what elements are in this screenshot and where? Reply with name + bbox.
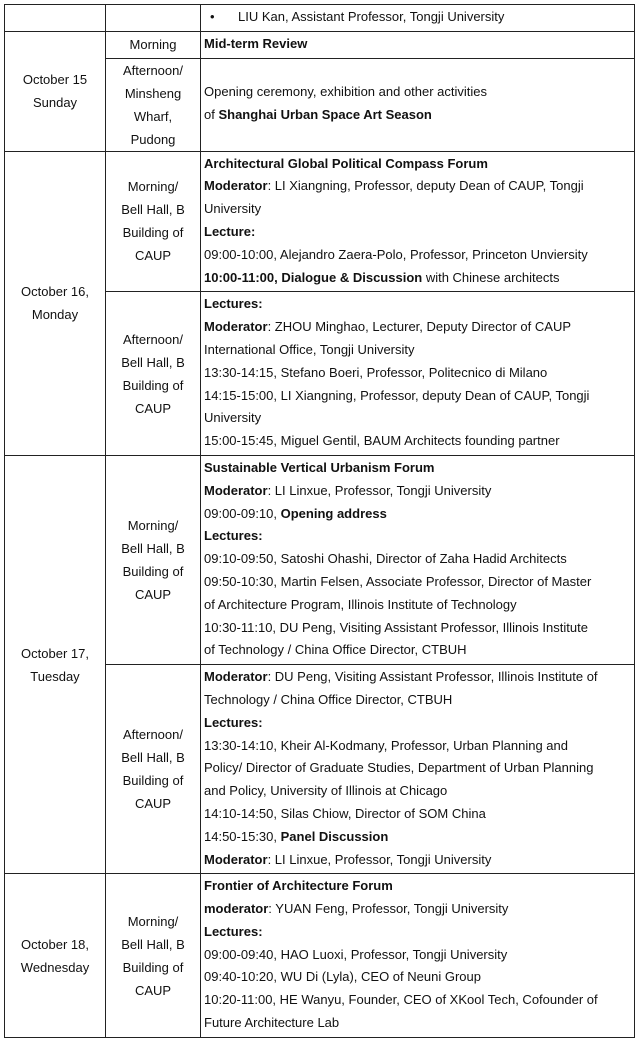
content-cell — [201, 292, 635, 456]
talk-item — [204, 826, 631, 849]
event-title: Architectural Global Political Compass Forum — [204, 155, 488, 171]
content-cell — [201, 58, 635, 151]
moderator-text: : YUAN Feng, Professor, Tongji University — [268, 901, 509, 917]
talk-item: 09:00-10:00, Alejandro Zaera-Polo, Professor, Princeton Unviersity — [204, 246, 588, 262]
venue-label: Pudong — [130, 131, 176, 147]
venue-label: Building of — [122, 773, 184, 789]
event-title: Frontier of Architecture Forum — [204, 878, 393, 894]
event-title: Sustainable Vertical Urbanism Forum — [204, 459, 435, 475]
bullet-icon: • — [210, 9, 215, 24]
session-label: Afternoon/ — [123, 62, 183, 78]
venue-label: CAUP — [134, 248, 172, 264]
talk-time: 09:00-09:10, — [204, 505, 281, 521]
speaker-text: LIU Kan, Assistant Professor, Tongji University — [238, 9, 505, 24]
talk-item: Future Architecture Lab — [204, 1015, 340, 1031]
content-cell — [201, 31, 635, 58]
talk-item: University — [204, 410, 262, 426]
moderator-label: Moderator — [204, 482, 268, 498]
event-text — [204, 104, 631, 127]
talk-item: 13:30-14:15, Stefano Boeri, Professor, Politecnico di Milano — [204, 364, 548, 380]
session-cell — [106, 58, 201, 151]
schedule-table — [4, 4, 635, 1038]
moderator-text: University — [204, 201, 262, 217]
venue-label: Building of — [122, 225, 184, 241]
venue-label: Building of — [122, 377, 184, 393]
date-label: October 18, — [21, 936, 89, 952]
moderator-text: International Office, Tongji University — [204, 341, 415, 357]
event-text-prefix: of — [204, 107, 219, 123]
content-cell — [201, 455, 635, 664]
talk-bold: Opening address — [280, 505, 387, 521]
session-cell — [106, 665, 201, 874]
talk-item: 09:10-09:50, Satoshi Ohashi, Director of Zaha Hadid Architects — [204, 551, 567, 567]
venue-label: CAUP — [134, 796, 172, 812]
list-item — [204, 6, 631, 29]
session-cell — [106, 455, 201, 664]
lectures-label: Lectures: — [204, 923, 263, 939]
talk-item: Policy/ Director of Graduate Studies, Department of Urban Planning — [204, 760, 594, 776]
session-cell — [106, 151, 201, 292]
venue-label: Bell Hall, B — [121, 750, 185, 766]
lectures-label: Lectures: — [204, 528, 263, 544]
venue-label: Building of — [122, 959, 184, 975]
talk-item: 14:15-15:00, LI Xiangning, Professor, deputy Dean of CAUP, Tongji — [204, 387, 590, 403]
moderator-text: : DU Peng, Visiting Assistant Professor, Illinois Institute of — [267, 669, 598, 685]
venue-label: CAUP — [134, 982, 172, 998]
venue-label: Bell Hall, B — [121, 354, 185, 370]
schedule-row — [5, 5, 635, 32]
talk-item: 13:30-14:10, Kheir Al-Kodmany, Professor, Urban Planning and — [204, 737, 568, 753]
moderator-label: Moderator — [204, 319, 268, 335]
session-label: Afternoon/ — [123, 727, 183, 743]
moderator-line — [204, 175, 631, 198]
session-cell — [106, 292, 201, 456]
date-label: October 15 — [22, 72, 88, 88]
moderator-text: : LI Xiangning, Professor, deputy Dean of CAUP, Tongji — [267, 178, 584, 194]
weekday-label: Sunday — [32, 95, 78, 111]
venue-label: Bell Hall, B — [121, 936, 185, 952]
weekday-label: Monday — [31, 307, 79, 323]
event-title: Shanghai Urban Space Art Season — [218, 107, 432, 123]
talk-item: 09:40-10:20, WU Di (Lyla), CEO of Neuni Group — [204, 969, 481, 985]
talk-item: 09:00-09:40, HAO Luoxi, Professor, Tongji University — [204, 946, 508, 962]
day-cell-oct17 — [5, 455, 106, 873]
schedule-row — [5, 151, 635, 292]
moderator-label: Moderator — [204, 851, 268, 867]
venue-label: Building of — [122, 564, 184, 580]
venue-label: CAUP — [134, 400, 172, 416]
moderator-line — [204, 666, 631, 689]
moderator-label: Moderator — [204, 669, 268, 685]
date-label: October 16, — [21, 284, 89, 300]
venue-label: Bell Hall, B — [121, 541, 185, 557]
talk-item: 14:10-14:50, Silas Chiow, Director of SOM China — [204, 805, 486, 821]
talk-item — [204, 267, 631, 290]
day-cell-oct16 — [5, 151, 106, 455]
talk-item: 15:00-15:45, Miguel Gentil, BAUM Architects founding partner — [204, 433, 560, 449]
venue-label: Wharf, — [133, 108, 173, 124]
venue-label: CAUP — [134, 587, 172, 603]
session-label: Morning/ — [127, 518, 179, 534]
talk-item: of Architecture Program, Illinois Institute of Technology — [204, 596, 517, 612]
talk-item: 09:50-10:30, Martin Felsen, Associate Professor, Director of Master — [204, 573, 592, 589]
day-cell — [5, 5, 106, 32]
moderator-text: : LI Linxue, Professor, Tongji University — [267, 482, 492, 498]
talk-text: with Chinese architects — [422, 269, 560, 285]
session-label: Morning/ — [127, 913, 179, 929]
event-text: Opening ceremony, exhibition and other activities — [204, 84, 488, 100]
content-cell — [201, 5, 635, 32]
content-cell — [201, 874, 635, 1038]
talk-item: 10:20-11:00, HE Wanyu, Founder, CEO of XKool Tech, Cofounder of — [204, 992, 598, 1008]
moderator-text: Technology / China Office Director, CTBUH — [204, 691, 453, 707]
talk-item — [204, 503, 631, 526]
moderator-label: moderator — [204, 901, 269, 917]
content-cell — [201, 151, 635, 292]
date-label: October 17, — [21, 645, 89, 661]
lectures-label: Lectures: — [204, 296, 263, 312]
session-label: Morning/ — [127, 179, 179, 195]
moderator-line — [204, 849, 631, 872]
talk-item: and Policy, University of Illinois at Chicago — [204, 783, 448, 799]
moderator-label: Moderator — [204, 178, 268, 194]
talk-bold: 10:00-11:00, Dialogue & Discussion — [204, 269, 423, 285]
moderator-text: : ZHOU Minghao, Lecturer, Deputy Director of CAUP — [267, 319, 572, 335]
venue-label: Minsheng — [124, 85, 182, 101]
moderator-text: : LI Linxue, Professor, Tongji University — [267, 851, 492, 867]
session-cell — [106, 874, 201, 1038]
moderator-line — [204, 480, 631, 503]
weekday-label: Wednesday — [20, 959, 90, 975]
session-cell — [106, 5, 201, 32]
talk-item: 10:30-11:10, DU Peng, Visiting Assistant Professor, Illinois Institute — [204, 619, 588, 635]
lectures-label: Lecture: — [204, 223, 256, 239]
session-label: Morning — [129, 37, 177, 53]
schedule-row — [5, 455, 635, 664]
day-cell-oct15 — [5, 31, 106, 151]
talk-item: of Technology / China Office Director, CTBUH — [204, 642, 467, 658]
moderator-line — [204, 898, 631, 921]
talk-time: 14:50-15:30, — [204, 828, 281, 844]
moderator-line — [204, 316, 631, 339]
event-title: Mid-term Review — [204, 35, 308, 51]
talk-bold: Panel Discussion — [280, 828, 389, 844]
content-cell — [201, 665, 635, 874]
day-cell-oct18 — [5, 874, 106, 1038]
weekday-label: Tuesday — [30, 668, 80, 684]
venue-label: Bell Hall, B — [121, 202, 185, 218]
lectures-label: Lectures: — [204, 714, 263, 730]
session-label: Afternoon/ — [123, 331, 183, 347]
schedule-row — [5, 31, 635, 58]
session-cell — [106, 31, 201, 58]
schedule-row — [5, 874, 635, 1038]
